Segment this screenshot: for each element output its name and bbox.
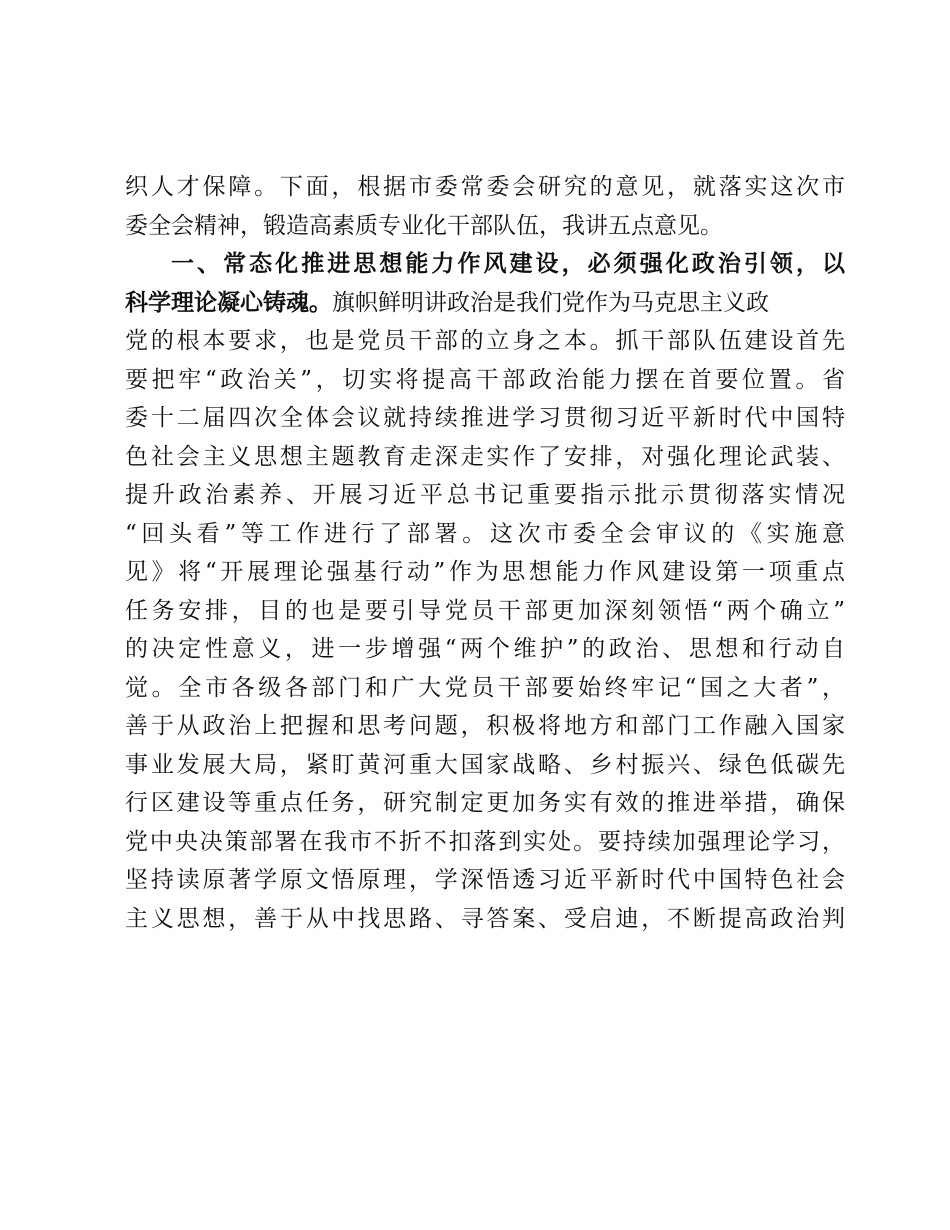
text-line: 提升政治素养、开展习近平总书记重要指示批示贯彻落实情况 — [125, 482, 845, 508]
section-heading-line: 一、常态化推进思想能力作风建设，必须强化政治引领，以 — [171, 251, 845, 277]
text-line: 色社会主义思想主题教育走深走实作了安排，对强化理论武装、 — [125, 443, 845, 470]
text-line: 委全会精神，锻造高素质专业化干部队伍，我讲五点意见。 — [125, 212, 723, 239]
text-line: 的决定性意义，进一步增强“两个维护”的政治、思想和行动自 — [125, 636, 845, 662]
text-line: “回头看”等工作进行了部署。这次市委全会审议的《实施意 — [125, 520, 845, 547]
text-line: 见》将“开展理论强基行动”作为思想能力作风建设第一项重点 — [125, 559, 845, 585]
text-line: 织人才保障。下面，根据市委常委会研究的意见，就落实这次市 — [125, 174, 845, 200]
text-line-mixed — [125, 284, 845, 323]
text-line: 行区建设等重点任务，研究制定更加务实有效的推进举措，确保 — [125, 790, 845, 816]
text-line: 觉。全市各级各部门和广大党员干部要始终牢记“国之大者”， — [125, 674, 845, 701]
section-body-start: 旗帜鲜明讲政治是我们党作为马克思主义政 — [332, 289, 769, 316]
body-text — [125, 168, 845, 938]
text-line: 事业发展大局，紧盯黄河重大国家战略、乡村振兴、绿色低碳先 — [125, 751, 845, 778]
text-line: 委十二届四次全体会议就持续推进学习贯彻习近平新时代中国特 — [125, 405, 845, 431]
text-line: 主义思想，善于从中找思路、寻答案、受启迪，不断提高政治判 — [125, 905, 845, 932]
text-line: 党的根本要求，也是党员干部的立身之本。抓干部队伍建设首先 — [125, 328, 845, 354]
section-heading-continuation: 科学理论凝心铸魂。 — [125, 289, 332, 316]
text-line: 任务安排，目的也是要引导党员干部更加深刻领悟“两个确立” — [125, 597, 845, 624]
text-line: 党中央决策部署在我市不折不扣落到实处。要持续加强理论学习， — [125, 828, 845, 855]
text-line: 坚持读原著学原文悟原理，学深悟透习近平新时代中国特色社会 — [125, 867, 845, 893]
text-line: 要把牢“政治关”，切实将提高干部政治能力摆在首要位置。省 — [125, 366, 845, 393]
text-line: 善于从政治上把握和思考问题，积极将地方和部门工作融入国家 — [125, 713, 845, 739]
